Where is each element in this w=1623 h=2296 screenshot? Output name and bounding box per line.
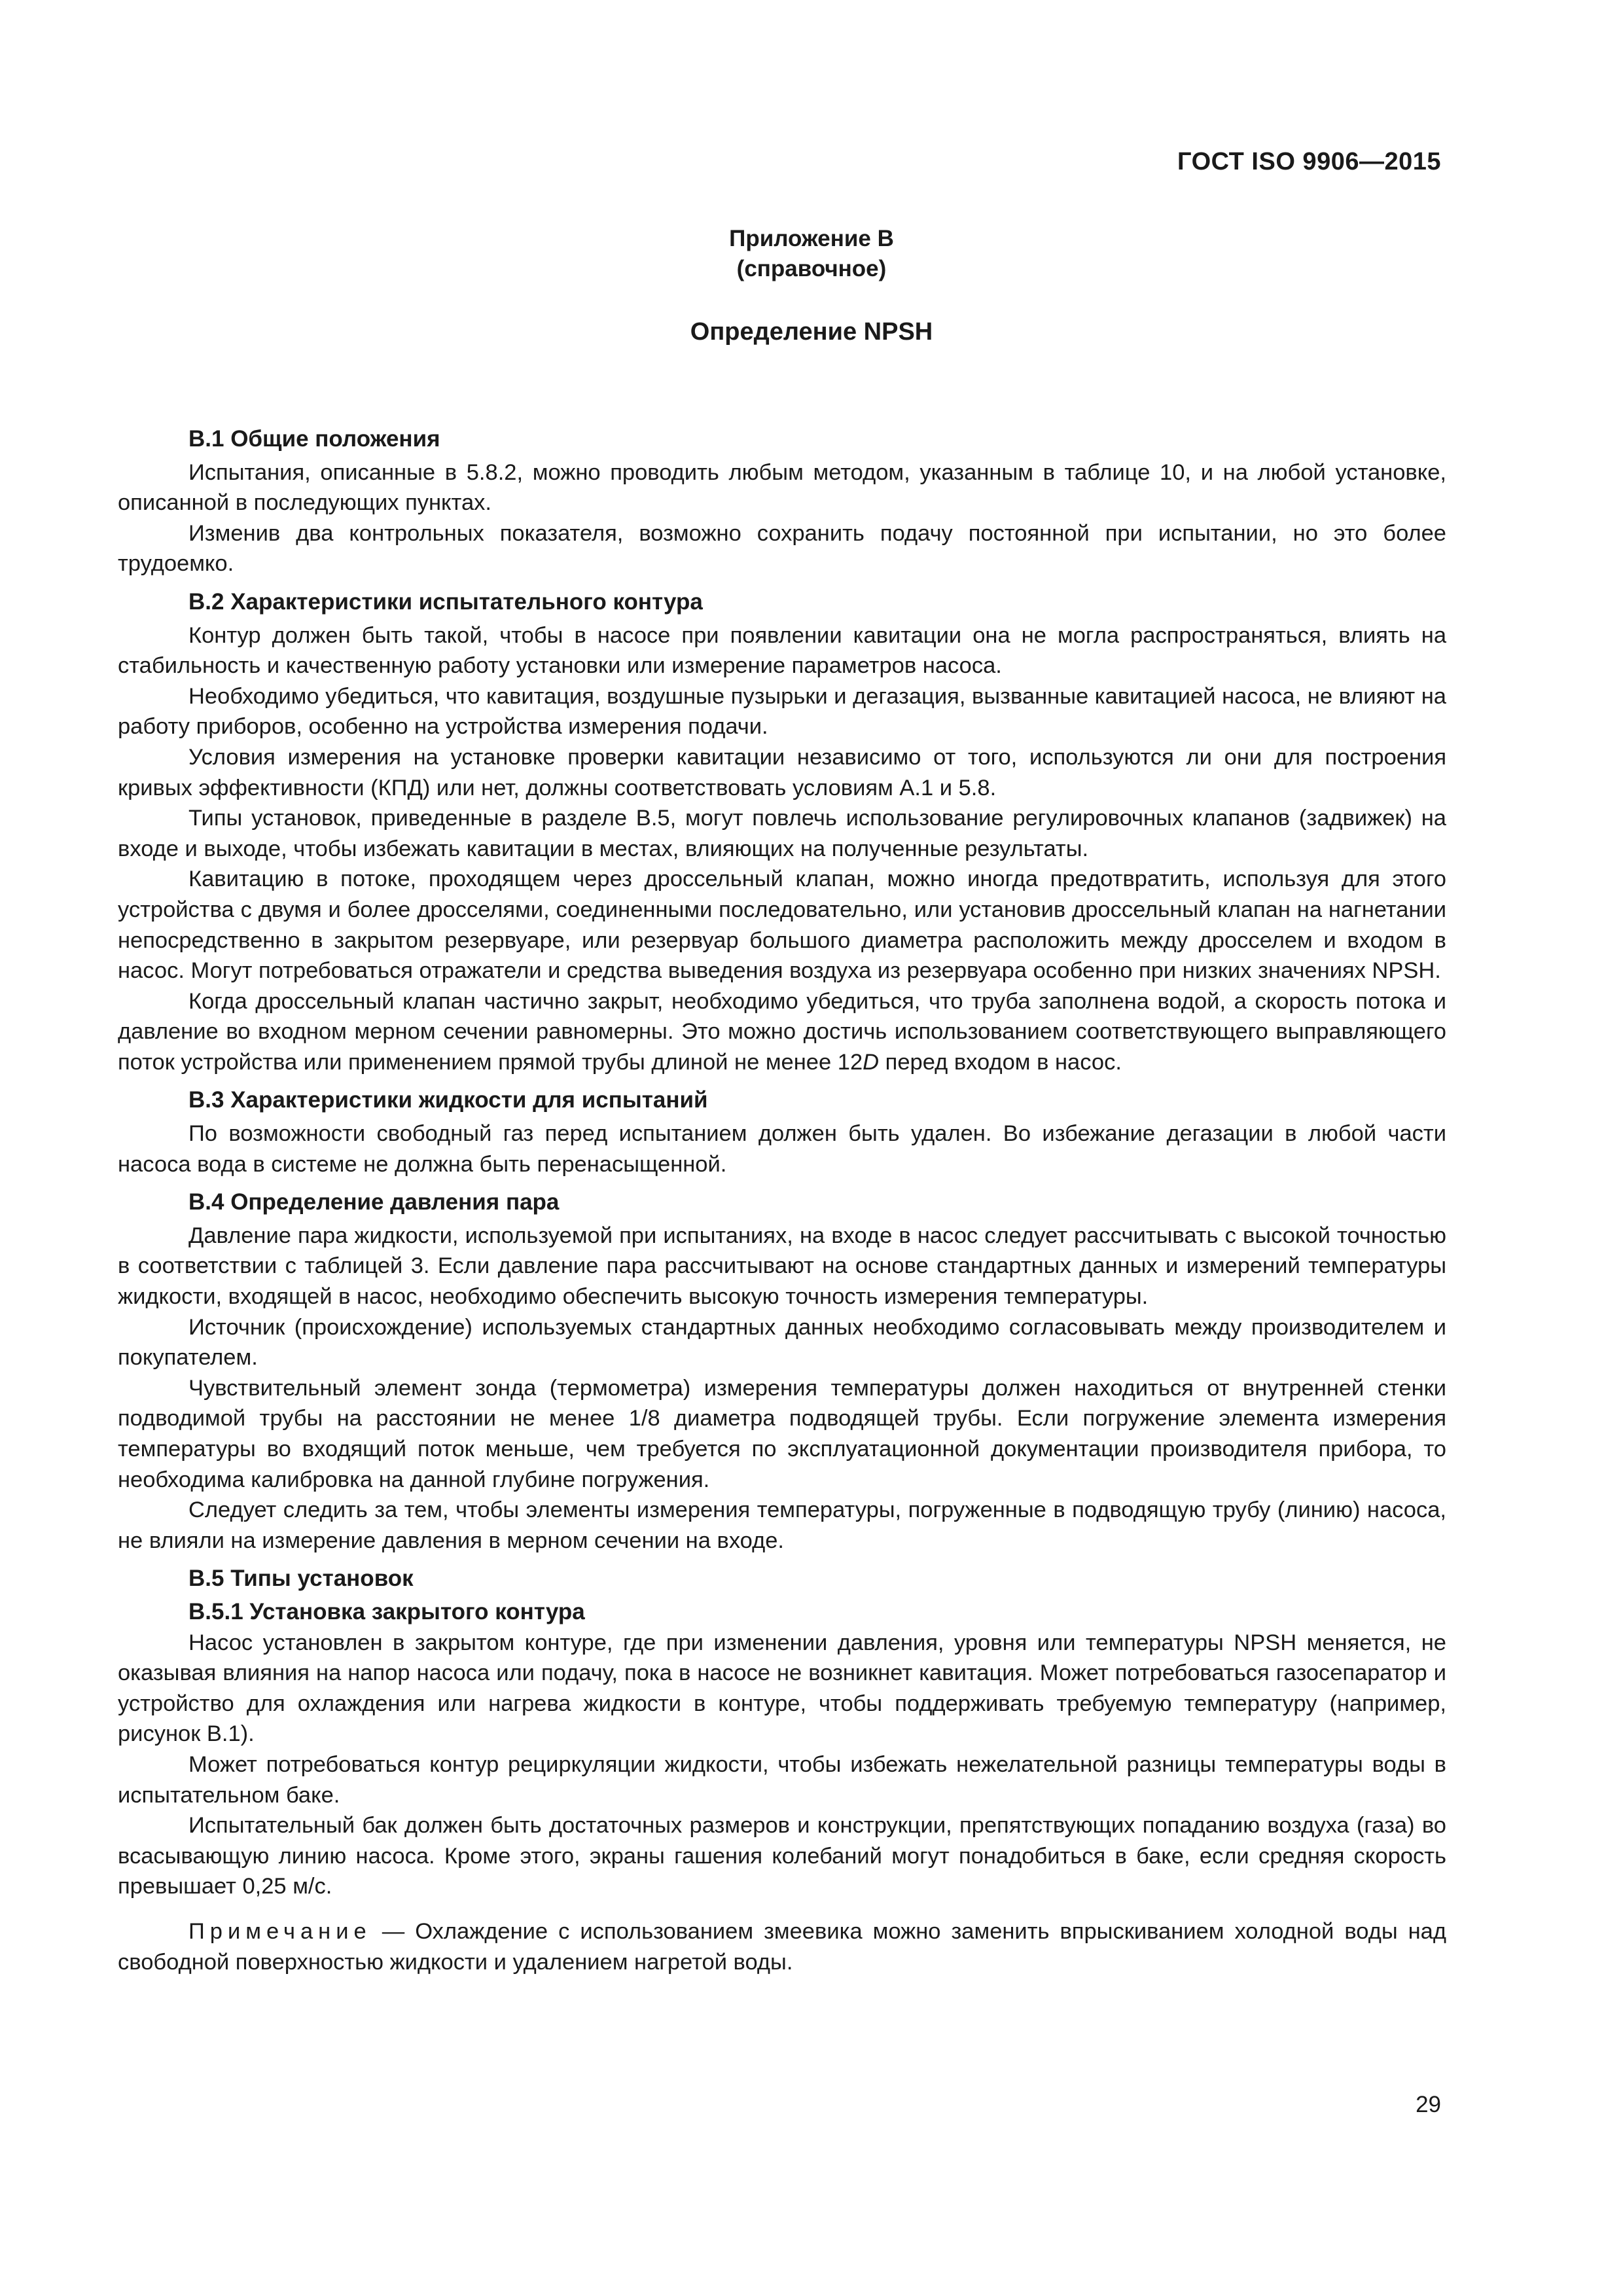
section-heading-b4: B.4 Определение давления пара	[188, 1189, 560, 1215]
paragraph	[118, 986, 1446, 1078]
note	[118, 1916, 1446, 1977]
paragraph: Контур должен быть такой, чтобы в насосе при появлении кавитации она не могла распространяться, влиять на стабильность и качественную работу установки или измерение параметров насоса.	[118, 622, 1446, 679]
standard-designation: ГОСТ ISO 9906—2015	[1177, 148, 1441, 175]
paragraph: Испытания, описанные в 5.8.2, можно проводить любым методом, указанным в таблице 10, и на любой установке, описанной в последующих пунктах.	[118, 459, 1446, 516]
paragraph-text: Когда дроссельный клапан частично закрыт, необходимо убедиться, что труба заполнена водой, а скорость потока и давление во входном мерном сечении равномерны. Это можно достичь использованием соответствующего выправляющего поток устройства или применением прямой трубы длиной не менее 12	[118, 988, 1446, 1075]
paragraph: Условия измерения на установке проверки кавитации независимо от того, используются ли они для построения кривых эффективности (КПД) или нет, должны соответствовать условиям A.1 и 5.8.	[118, 744, 1446, 800]
section-heading-b2: B.2 Характеристики испытательного контура	[188, 588, 703, 615]
page-number: 29	[1416, 2092, 1441, 2117]
section-heading-b5: B.5 Типы установок	[188, 1566, 414, 1592]
paragraph: Кавитацию в потоке, проходящем через дроссельный клапан, можно иногда предотвратить, используя для этого устройства с двумя и более дросселями, соединенными последовательно, или установив дроссельный клапан на нагнетании непосредственно в закрытом резервуаре, или резервуар большого диаметра расположить между дросселем и входом в насос. Могут потребоваться отражатели и средства выведения воздуха из резервуара особенно при низких значениях NPSH.	[118, 867, 1446, 984]
paragraph-text: перед входом в насос.	[879, 1049, 1122, 1075]
annex-heading	[0, 224, 1623, 284]
annex-status: (справочное)	[736, 256, 887, 281]
annex-label: Приложение B	[729, 226, 894, 251]
paragraph: Давление пара жидкости, используемой при испытаниях, на входе в насос следует рассчитывать с высокой точностью в соответствии с таблицей 3. Если давление пара рассчитывают на основе стандартных данных и измерений температуры жидкости, входящей в насос, необходимо обеспечить высокую точность измерения температуры.	[118, 1223, 1446, 1310]
diameter-symbol: D	[863, 1049, 880, 1075]
paragraph: Испытательный бак должен быть достаточных размеров и конструкции, препятствующих попаданию воздуха (газа) во всасывающую линию насоса. Кроме этого, экраны гашения колебаний могут понадобиться в баке, если средняя скорость превышает 0,25 м/с.	[118, 1813, 1446, 1899]
annex-title: Определение NPSH	[690, 318, 933, 346]
paragraph: Насос установлен в закрытом контуре, где при изменении давления, уровня или температуры NPSH меняется, не оказывая влияния на напор насоса или подачу, пока в насосе не возникнет кавитация. Может потребоваться газосепаратор и устройство для охлаждения или нагрева жидкости в контуре, чтобы поддерживать требуемую температуру (например, рисунок B.1).	[118, 1630, 1446, 1747]
note-label: Примечание	[188, 1918, 372, 1944]
paragraph: Источник (происхождение) используемых стандартных данных необходимо согласовывать между производителем и покупателем.	[118, 1314, 1446, 1371]
paragraph: Необходимо убедиться, что кавитация, воздушные пузырьки и дегазация, вызванные кавитацией насоса, не влияют на работу приборов, особенно на устройства измерения подачи.	[118, 683, 1446, 740]
paragraph: Типы установок, приведенные в разделе B.5, могут повлечь использование регулировочных клапанов (задвижек) на входе и выходе, чтобы избежать кавитации в местах, влияющих на полученные результаты.	[118, 806, 1446, 861]
section-heading-b3: B.3 Характеристики жидкости для испытаний	[188, 1087, 708, 1113]
subsection-heading-b5-1: B.5.1 Установка закрытого контура	[188, 1598, 585, 1624]
paragraph: Следует следить за тем, чтобы элементы измерения температуры, погруженные в подводящую трубу (линию) насоса, не влияли на измерение давления в мерном сечении на входе.	[118, 1498, 1446, 1553]
paragraph: По возможности свободный газ перед испытанием должен быть удален. Во избежание дегазации в любой части насоса вода в системе не должна быть перенасыщенной.	[118, 1121, 1446, 1177]
section-heading-b1: B.1 Общие положения	[188, 426, 440, 452]
paragraph: Изменив два контрольных показателя, возможно сохранить подачу постоянной при испытании, но это более трудоемко.	[118, 520, 1446, 577]
annex-content	[118, 424, 1446, 1977]
paragraph: Может потребоваться контур рециркуляции жидкости, чтобы избежать нежелательной разницы температуры воды в испытательном баке.	[118, 1751, 1446, 1808]
note-text: — Охлаждение с использованием змеевика можно заменить впрыскиванием холодной воды над свободной поверхностью жидкости и удалением нагретой воды.	[118, 1918, 1446, 1975]
paragraph: Чувствительный элемент зонда (термометра) измерения температуры должен находиться от внутренней стенки подводимой трубы на расстоянии не менее 1/8 диаметра подводящей трубы. Если погружение элемента измерения температуры во входящий поток меньше, чем требуется по эксплуатационной документации производителя прибора, то необходима калибровка на данной глубине погружения.	[118, 1375, 1446, 1492]
